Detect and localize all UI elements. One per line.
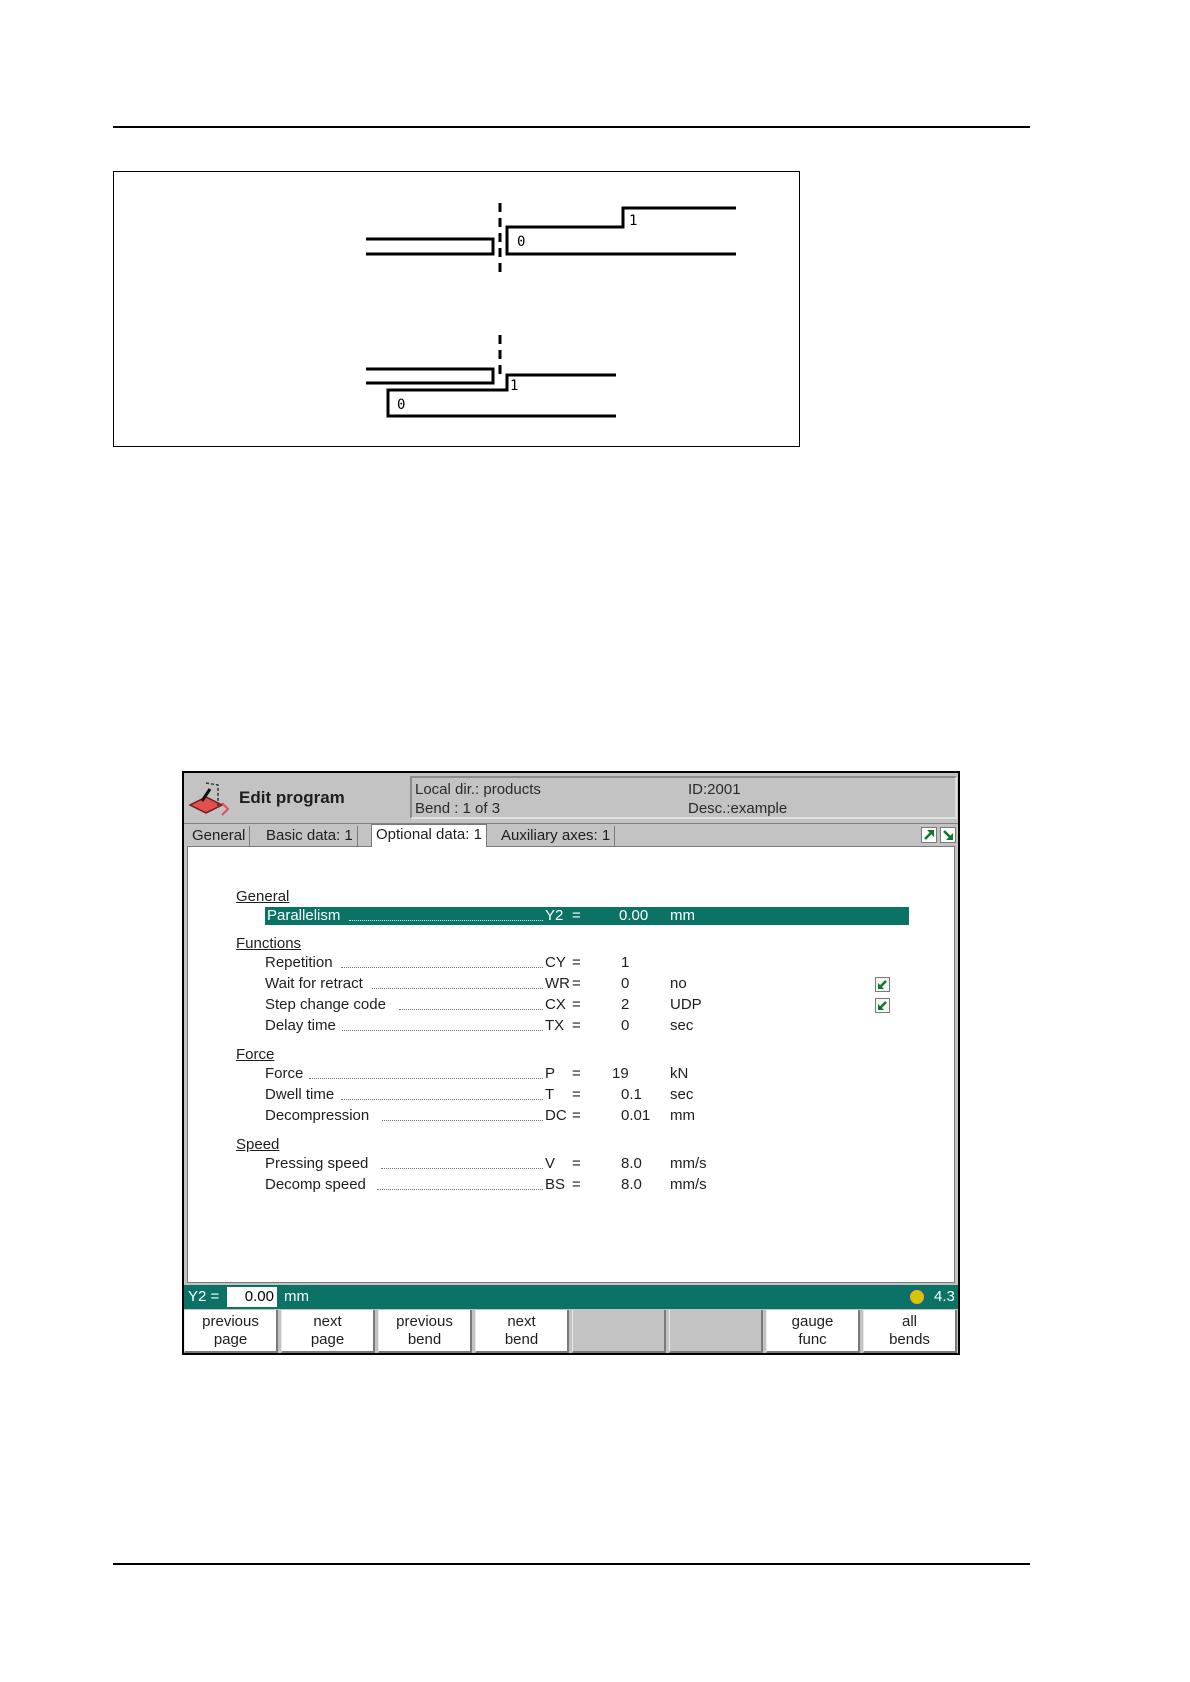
lower-right-finger: [388, 375, 616, 416]
local-dir-text: Local dir.: products: [415, 781, 541, 798]
app-title: Edit program: [239, 788, 345, 807]
param-unit: sec: [670, 1017, 694, 1034]
leader-dots: [381, 1168, 543, 1169]
param-eq: =: [572, 1155, 581, 1172]
param-unit: mm: [670, 1107, 695, 1124]
param-eq: =: [572, 996, 581, 1013]
param-value[interactable]: 0.1: [621, 1086, 642, 1103]
param-label: Pressing speed: [265, 1155, 369, 1172]
tab-basic-data[interactable]: Basic data: 1: [262, 826, 358, 846]
upper-right-finger: [507, 208, 736, 254]
softkey-line1: previous: [202, 1313, 259, 1330]
upper-left-finger: [366, 239, 493, 254]
value-input-field[interactable]: 0.00: [227, 1287, 277, 1307]
leader-dots: [372, 988, 543, 989]
parameter-panel: [187, 846, 955, 1283]
upper-label-0: 0: [517, 234, 526, 250]
softkey-bar: [184, 1310, 958, 1353]
param-eq: =: [572, 975, 581, 992]
leader-dots: [377, 1189, 543, 1190]
param-code: V: [545, 1155, 556, 1172]
param-unit: UDP: [670, 996, 702, 1013]
param-row-repetition[interactable]: [265, 954, 861, 972]
arrow-down-right-icon[interactable]: [940, 827, 956, 843]
param-code: P: [545, 1065, 556, 1082]
program-desc-text: Desc.:example: [688, 800, 788, 817]
param-unit: sec: [670, 1086, 694, 1103]
previous-bend-button[interactable]: [378, 1310, 472, 1353]
softkey-line1: next: [507, 1313, 536, 1330]
param-label: Decompression: [265, 1107, 370, 1124]
param-unit: no: [670, 975, 687, 992]
param-value[interactable]: 0.00: [619, 907, 649, 924]
param-code: BS: [545, 1176, 566, 1193]
green-arrow-icon[interactable]: [875, 977, 890, 992]
param-label: Step change code: [265, 996, 386, 1013]
edit-program-icon: [188, 779, 232, 819]
param-value[interactable]: 1: [621, 954, 630, 971]
param-row-pressing-speed[interactable]: [265, 1155, 861, 1173]
softkey-line2: page: [310, 1331, 345, 1348]
param-code: CX: [545, 996, 566, 1013]
param-row-wait-for-retract[interactable]: [265, 975, 861, 993]
param-eq: =: [572, 1065, 581, 1082]
param-row-decomp-speed[interactable]: [265, 1176, 861, 1194]
next-page-button[interactable]: [281, 1310, 375, 1353]
edit-program-window: [182, 771, 960, 1355]
lower-left-finger: [366, 369, 493, 383]
param-row-parallelism[interactable]: [265, 907, 909, 925]
param-label: Parallelism: [267, 907, 341, 924]
status-axis-label: Y2 =: [188, 1288, 220, 1305]
softkey-line2: func: [798, 1331, 827, 1348]
arrow-up-right-icon[interactable]: [921, 827, 937, 843]
param-row-force[interactable]: [265, 1065, 861, 1083]
param-code: DC: [545, 1107, 567, 1124]
softkey-line2: bends: [889, 1331, 930, 1348]
param-value[interactable]: 0.01: [621, 1107, 651, 1124]
leader-dots: [382, 1120, 543, 1121]
tab-general[interactable]: General: [188, 826, 250, 846]
param-unit: mm: [670, 907, 695, 924]
param-code: Y2: [545, 907, 564, 924]
all-bends-button[interactable]: [863, 1310, 957, 1353]
param-unit: kN: [670, 1065, 689, 1082]
param-eq: =: [572, 907, 581, 924]
previous-page-button[interactable]: [184, 1310, 278, 1353]
param-row-dwell-time[interactable]: [265, 1086, 861, 1104]
param-label: Force: [265, 1065, 304, 1082]
param-label: Dwell time: [265, 1086, 335, 1103]
section-functions: Functions: [236, 935, 302, 952]
param-value[interactable]: 0: [621, 1017, 630, 1034]
param-value[interactable]: 0: [621, 975, 630, 992]
title-bar: [184, 773, 958, 824]
green-arrow-icon[interactable]: [875, 998, 890, 1013]
softkey-line1: next: [313, 1313, 342, 1330]
section-force: Force: [236, 1046, 275, 1063]
help-icon[interactable]: [909, 1289, 925, 1305]
param-label: Decomp speed: [265, 1176, 366, 1193]
gauge-func-button[interactable]: [766, 1310, 860, 1353]
param-label: Wait for retract: [265, 975, 363, 992]
param-label: Repetition: [265, 954, 333, 971]
leader-dots: [341, 967, 543, 968]
leader-dots: [342, 1030, 543, 1031]
param-row-delay-time[interactable]: [265, 1017, 861, 1035]
softkey-line2: bend: [504, 1331, 539, 1348]
param-row-step-change-code[interactable]: [265, 996, 861, 1014]
lower-label-0: 0: [397, 397, 406, 413]
param-value[interactable]: 2: [621, 996, 630, 1013]
param-label: Delay time: [265, 1017, 336, 1034]
section-general: General: [236, 888, 290, 905]
softkey-line1: previous: [396, 1313, 453, 1330]
lower-label-1: 1: [510, 378, 519, 394]
param-code: T: [545, 1086, 555, 1103]
empty-softkey-5[interactable]: [572, 1310, 666, 1353]
status-bar: [184, 1285, 958, 1309]
tab-auxiliary-axes[interactable]: Auxiliary axes: 1: [497, 826, 615, 846]
param-unit: mm/s: [670, 1155, 707, 1172]
next-bend-button[interactable]: [475, 1310, 569, 1353]
status-unit-label: mm: [284, 1288, 309, 1305]
param-row-decompression[interactable]: [265, 1107, 861, 1125]
param-eq: =: [572, 1086, 581, 1103]
param-eq: =: [572, 1107, 581, 1124]
param-eq: =: [572, 1176, 581, 1193]
param-value[interactable]: 19: [612, 1065, 629, 1082]
program-info-box: [410, 776, 957, 819]
leader-dots: [341, 1099, 543, 1100]
param-unit: mm/s: [670, 1176, 707, 1193]
section-speed: Speed: [236, 1136, 280, 1153]
param-code: CY: [545, 954, 566, 971]
bottom-rule: [113, 1563, 1030, 1565]
param-code: WR: [545, 975, 570, 992]
step-change-diagram: [113, 171, 800, 447]
softkey-line1: gauge: [791, 1313, 834, 1330]
version-label: 4.3: [934, 1288, 955, 1305]
param-code: TX: [545, 1017, 565, 1034]
leader-dots: [399, 1009, 543, 1010]
param-eq: =: [572, 954, 581, 971]
program-id-text: ID:2001: [688, 781, 741, 798]
upper-label-1: 1: [629, 213, 638, 229]
param-value[interactable]: 8.0: [621, 1155, 642, 1172]
top-rule: [113, 126, 1030, 128]
softkey-line1: all: [901, 1313, 917, 1330]
empty-softkey-6[interactable]: [669, 1310, 763, 1353]
softkey-line2: page: [213, 1331, 248, 1348]
diagram-svg: [114, 172, 801, 448]
tab-bar: [184, 824, 958, 846]
softkey-line2: bend: [407, 1331, 442, 1348]
param-eq: =: [572, 1017, 581, 1034]
leader-dots: [349, 920, 543, 921]
bend-counter-text: Bend : 1 of 3: [415, 800, 501, 817]
tab-optional-data[interactable]: Optional data: 1: [371, 824, 487, 847]
param-value[interactable]: 8.0: [621, 1176, 642, 1193]
leader-dots: [309, 1078, 543, 1079]
